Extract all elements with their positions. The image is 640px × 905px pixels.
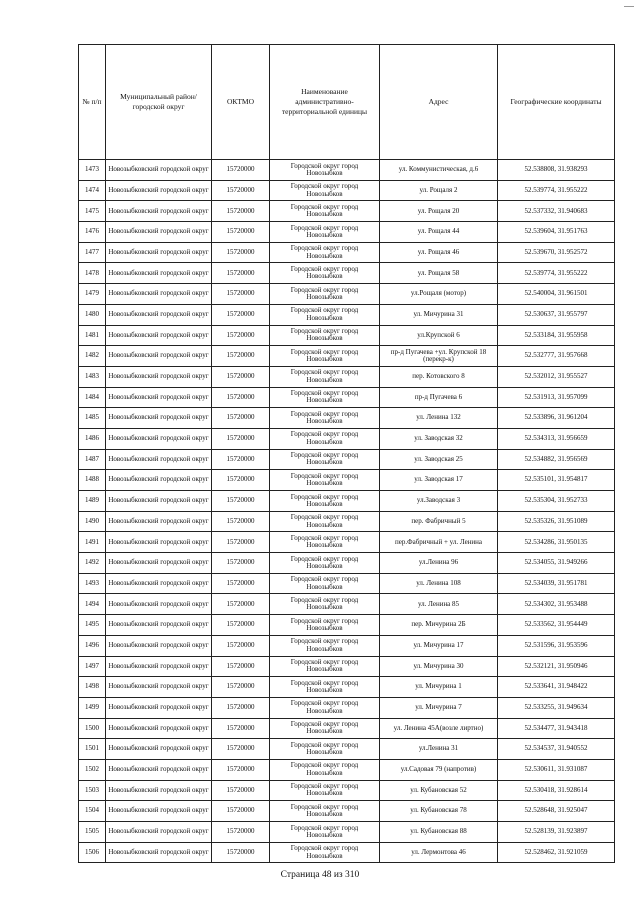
cell-municipality: Новозыбковский городской округ: [106, 428, 212, 449]
cell-admin-unit: Городской округ город Новозыбков: [270, 615, 380, 636]
cell-num: 1502: [79, 759, 106, 780]
cell-admin-unit: Городской округ город Новозыбков: [270, 697, 380, 718]
cell-municipality: Новозыбковский городской округ: [106, 594, 212, 615]
cell-num: 1506: [79, 842, 106, 863]
cell-admin-unit: Городской округ город Новозыбков: [270, 408, 380, 429]
header-admin-unit: Наименование административно-территориальной единицы: [270, 45, 380, 160]
header-num: № п/п: [79, 45, 106, 160]
cell-municipality: Новозыбковский городской округ: [106, 222, 212, 243]
cell-coords: 52.534313, 31.956659: [498, 428, 615, 449]
cell-admin-unit: Городской округ город Новозыбков: [270, 284, 380, 305]
cell-municipality: Новозыбковский городской округ: [106, 759, 212, 780]
cell-municipality: Новозыбковский городской округ: [106, 677, 212, 698]
cell-coords: 52.533896, 31.961204: [498, 408, 615, 429]
cell-municipality: Новозыбковский городской округ: [106, 532, 212, 553]
cell-oktmo: 15720000: [212, 511, 270, 532]
cell-num: 1480: [79, 304, 106, 325]
header-municipality: Муниципальный район/городской округ: [106, 45, 212, 160]
cell-num: 1501: [79, 739, 106, 760]
cell-admin-unit: Городской округ город Новозыбков: [270, 180, 380, 201]
cell-address: ул. Мичурина 7: [380, 697, 498, 718]
cell-num: 1485: [79, 408, 106, 429]
cell-municipality: Новозыбковский городской округ: [106, 697, 212, 718]
table-row: [79, 594, 615, 615]
table-row: [79, 325, 615, 346]
cell-num: 1503: [79, 780, 106, 801]
cell-municipality: Новозыбковский городской округ: [106, 366, 212, 387]
header-address: Адрес: [380, 45, 498, 160]
table-row: [79, 573, 615, 594]
cell-municipality: Новозыбковский городской округ: [106, 325, 212, 346]
cell-municipality: Новозыбковский городской округ: [106, 635, 212, 656]
cell-address: ул. Рощаля 44: [380, 222, 498, 243]
cell-coords: 52.528648, 31.925047: [498, 801, 615, 822]
cell-address: ул. Ленина 45А(возле лиртно): [380, 718, 498, 739]
cell-municipality: Новозыбковский городской округ: [106, 180, 212, 201]
cell-address: пр-д Пугачева 6: [380, 387, 498, 408]
cell-coords: 52.539670, 31.952572: [498, 242, 615, 263]
cell-num: 1482: [79, 346, 106, 367]
header-coords: Географические координаты: [498, 45, 615, 160]
table-row: [79, 408, 615, 429]
cell-municipality: Новозыбковский городской округ: [106, 160, 212, 181]
cell-oktmo: 15720000: [212, 532, 270, 553]
cell-admin-unit: Городской округ город Новозыбков: [270, 573, 380, 594]
cell-admin-unit: Городской округ город Новозыбков: [270, 325, 380, 346]
cell-oktmo: 15720000: [212, 759, 270, 780]
cell-address: ул. Коммунистическая, д.6: [380, 160, 498, 181]
cell-municipality: Новозыбковский городской округ: [106, 242, 212, 263]
cell-num: 1491: [79, 532, 106, 553]
cell-address: ул. Мичурина 31: [380, 304, 498, 325]
cell-coords: 52.532012, 31.955527: [498, 366, 615, 387]
cell-coords: 52.532777, 31.957668: [498, 346, 615, 367]
cell-oktmo: 15720000: [212, 387, 270, 408]
cell-oktmo: 15720000: [212, 842, 270, 863]
cell-coords: 52.537332, 31.940683: [498, 201, 615, 222]
cell-oktmo: 15720000: [212, 656, 270, 677]
cell-address: ул. Ленина 132: [380, 408, 498, 429]
cell-coords: 52.532121, 31.950946: [498, 656, 615, 677]
cell-address: ул.Садовая 79 (напротив): [380, 759, 498, 780]
cell-coords: 52.533562, 31.954449: [498, 615, 615, 636]
cell-oktmo: 15720000: [212, 677, 270, 698]
cell-oktmo: 15720000: [212, 222, 270, 243]
cell-num: 1476: [79, 222, 106, 243]
cell-oktmo: 15720000: [212, 739, 270, 760]
cell-admin-unit: Городской округ город Новозыбков: [270, 718, 380, 739]
cell-address: ул. Заводская 32: [380, 428, 498, 449]
cell-address: ул. Заводская 25: [380, 449, 498, 470]
cell-oktmo: 15720000: [212, 284, 270, 305]
cell-admin-unit: Городской округ город Новозыбков: [270, 242, 380, 263]
cell-oktmo: 15720000: [212, 449, 270, 470]
cell-oktmo: 15720000: [212, 553, 270, 574]
cell-municipality: Новозыбковский городской округ: [106, 573, 212, 594]
table-row: [79, 822, 615, 843]
cell-admin-unit: Городской округ город Новозыбков: [270, 449, 380, 470]
cell-address: ул.Рощаля (мотор): [380, 284, 498, 305]
cell-coords: 52.528139, 31.923897: [498, 822, 615, 843]
cell-coords: 52.534882, 31.956569: [498, 449, 615, 470]
cell-admin-unit: Городской округ город Новозыбков: [270, 511, 380, 532]
table-row: [79, 656, 615, 677]
cell-address: ул. Кубановская 88: [380, 822, 498, 843]
table-row: [79, 801, 615, 822]
cell-num: 1494: [79, 594, 106, 615]
cell-address: ул. Рощаля 2: [380, 180, 498, 201]
cell-oktmo: 15720000: [212, 697, 270, 718]
cell-admin-unit: Городской округ город Новозыбков: [270, 656, 380, 677]
table-row: [79, 284, 615, 305]
cell-oktmo: 15720000: [212, 160, 270, 181]
cell-oktmo: 15720000: [212, 780, 270, 801]
cell-coords: 52.530611, 31.931087: [498, 759, 615, 780]
cell-oktmo: 15720000: [212, 346, 270, 367]
cell-municipality: Новозыбковский городской округ: [106, 284, 212, 305]
cell-admin-unit: Городской округ город Новозыбков: [270, 470, 380, 491]
cell-admin-unit: Городской округ город Новозыбков: [270, 428, 380, 449]
cell-oktmo: 15720000: [212, 573, 270, 594]
table-row: [79, 759, 615, 780]
cell-admin-unit: Городской округ город Новозыбков: [270, 842, 380, 863]
cell-coords: 52.533255, 31.949634: [498, 697, 615, 718]
cell-coords: 52.531913, 31.957099: [498, 387, 615, 408]
cell-oktmo: 15720000: [212, 822, 270, 843]
cell-num: 1495: [79, 615, 106, 636]
cell-address: ул. Рощаля 58: [380, 263, 498, 284]
cell-oktmo: 15720000: [212, 304, 270, 325]
cell-admin-unit: Городской округ город Новозыбков: [270, 822, 380, 843]
cell-address: пер. Котовского 8: [380, 366, 498, 387]
cell-num: 1498: [79, 677, 106, 698]
table-body: [79, 160, 615, 863]
table-row: [79, 553, 615, 574]
cell-num: 1496: [79, 635, 106, 656]
cell-coords: 52.533184, 31.955958: [498, 325, 615, 346]
cell-oktmo: 15720000: [212, 491, 270, 512]
cell-coords: 52.534302, 31.953488: [498, 594, 615, 615]
cell-municipality: Новозыбковский городской округ: [106, 656, 212, 677]
cell-address: ул. Мичурина 17: [380, 635, 498, 656]
cell-address: ул.Ленина 31: [380, 739, 498, 760]
cell-num: 1483: [79, 366, 106, 387]
cell-oktmo: 15720000: [212, 201, 270, 222]
cell-admin-unit: Городской округ город Новозыбков: [270, 739, 380, 760]
table-row: [79, 718, 615, 739]
header-oktmo: ОКТМО: [212, 45, 270, 160]
cell-coords: 52.530418, 31.928614: [498, 780, 615, 801]
cell-oktmo: 15720000: [212, 366, 270, 387]
cell-coords: 52.540004, 31.961501: [498, 284, 615, 305]
table-row: [79, 739, 615, 760]
cell-admin-unit: Городской округ город Новозыбков: [270, 263, 380, 284]
cell-oktmo: 15720000: [212, 428, 270, 449]
table-row: [79, 615, 615, 636]
cell-address: ул. Рощаля 46: [380, 242, 498, 263]
cell-oktmo: 15720000: [212, 718, 270, 739]
cell-oktmo: 15720000: [212, 263, 270, 284]
table-row: [79, 263, 615, 284]
cell-num: 1499: [79, 697, 106, 718]
cell-municipality: Новозыбковский городской округ: [106, 801, 212, 822]
cell-municipality: Новозыбковский городской округ: [106, 408, 212, 429]
cell-admin-unit: Городской округ город Новозыбков: [270, 491, 380, 512]
table-row: [79, 428, 615, 449]
cell-municipality: Новозыбковский городской округ: [106, 511, 212, 532]
cell-admin-unit: Городской округ город Новозыбков: [270, 387, 380, 408]
cell-num: 1478: [79, 263, 106, 284]
cell-coords: 52.539604, 31.951763: [498, 222, 615, 243]
cell-municipality: Новозыбковский городской округ: [106, 263, 212, 284]
cell-coords: 52.534477, 31.943418: [498, 718, 615, 739]
cell-address: ул. Лермонтова 46: [380, 842, 498, 863]
cell-admin-unit: Городской округ город Новозыбков: [270, 160, 380, 181]
cell-municipality: Новозыбковский городской округ: [106, 822, 212, 843]
cell-coords: 52.535101, 31.954817: [498, 470, 615, 491]
cell-num: 1484: [79, 387, 106, 408]
table-row: [79, 780, 615, 801]
cell-municipality: Новозыбковский городской округ: [106, 718, 212, 739]
cell-municipality: Новозыбковский городской округ: [106, 387, 212, 408]
cell-municipality: Новозыбковский городской округ: [106, 304, 212, 325]
cell-num: 1489: [79, 491, 106, 512]
cell-address: ул. Мичурина 1: [380, 677, 498, 698]
cell-address: ул. Заводская 17: [380, 470, 498, 491]
cell-oktmo: 15720000: [212, 801, 270, 822]
cell-municipality: Новозыбковский городской округ: [106, 842, 212, 863]
cell-address: ул.Ленина 96: [380, 553, 498, 574]
table-row: [79, 346, 615, 367]
table-row: [79, 387, 615, 408]
cell-address: ул. Мичурина 30: [380, 656, 498, 677]
table-row: [79, 842, 615, 863]
cell-address: ул. Кубановская 52: [380, 780, 498, 801]
cell-admin-unit: Городской округ город Новозыбков: [270, 780, 380, 801]
cell-oktmo: 15720000: [212, 635, 270, 656]
table-row: [79, 222, 615, 243]
cell-admin-unit: Городской округ город Новозыбков: [270, 553, 380, 574]
cell-num: 1481: [79, 325, 106, 346]
cell-municipality: Новозыбковский городской округ: [106, 346, 212, 367]
cell-coords: 52.534039, 31.951781: [498, 573, 615, 594]
corner-scan-mark: [624, 6, 634, 7]
table-row: [79, 532, 615, 553]
cell-admin-unit: Городской округ город Новозыбков: [270, 594, 380, 615]
cell-num: 1486: [79, 428, 106, 449]
cell-municipality: Новозыбковский городской округ: [106, 553, 212, 574]
cell-num: 1479: [79, 284, 106, 305]
cell-address: пр-д Пугачева +ул. Крупской 18 (перекр-к): [380, 346, 498, 367]
cell-municipality: Новозыбковский городской округ: [106, 739, 212, 760]
cell-admin-unit: Городской округ город Новозыбков: [270, 346, 380, 367]
cell-admin-unit: Городской округ город Новозыбков: [270, 304, 380, 325]
cell-coords: 52.533641, 31.948422: [498, 677, 615, 698]
cell-coords: 52.539774, 31.955222: [498, 180, 615, 201]
cell-num: 1504: [79, 801, 106, 822]
cell-coords: 52.528462, 31.921059: [498, 842, 615, 863]
cell-admin-unit: Городской округ город Новозыбков: [270, 801, 380, 822]
table-row: [79, 180, 615, 201]
cell-num: 1497: [79, 656, 106, 677]
table-row: [79, 470, 615, 491]
cell-num: 1477: [79, 242, 106, 263]
cell-num: 1493: [79, 573, 106, 594]
cell-municipality: Новозыбковский городской округ: [106, 201, 212, 222]
cell-address: ул.Крупской 6: [380, 325, 498, 346]
cell-admin-unit: Городской округ город Новозыбков: [270, 366, 380, 387]
cell-num: 1475: [79, 201, 106, 222]
cell-admin-unit: Городской округ город Новозыбков: [270, 222, 380, 243]
cell-address: пер. Мичурина 2Б: [380, 615, 498, 636]
cell-address: ул. Кубановская 78: [380, 801, 498, 822]
page-number: Страница 48 из 310: [280, 870, 360, 880]
cell-municipality: Новозыбковский городской округ: [106, 615, 212, 636]
cell-coords: 52.531596, 31.953596: [498, 635, 615, 656]
cell-oktmo: 15720000: [212, 180, 270, 201]
registry-table: [78, 44, 615, 863]
cell-num: 1492: [79, 553, 106, 574]
table-row: [79, 449, 615, 470]
cell-coords: 52.534055, 31.949266: [498, 553, 615, 574]
table-header: [79, 45, 615, 160]
table-row: [79, 677, 615, 698]
cell-oktmo: 15720000: [212, 594, 270, 615]
table-row: [79, 511, 615, 532]
cell-coords: 52.534286, 31.950135: [498, 532, 615, 553]
cell-address: ул. Ленина 108: [380, 573, 498, 594]
cell-admin-unit: Городской округ город Новозыбков: [270, 201, 380, 222]
cell-admin-unit: Городской округ город Новозыбков: [270, 635, 380, 656]
cell-municipality: Новозыбковский городской округ: [106, 470, 212, 491]
cell-coords: 52.530637, 31.955797: [498, 304, 615, 325]
cell-admin-unit: Городской округ город Новозыбков: [270, 532, 380, 553]
cell-num: 1505: [79, 822, 106, 843]
cell-coords: 52.534537, 31.940552: [498, 739, 615, 760]
cell-oktmo: 15720000: [212, 242, 270, 263]
cell-admin-unit: Городской округ город Новозыбков: [270, 759, 380, 780]
table-row: [79, 304, 615, 325]
cell-address: пер.Фабричный + ул. Ленина: [380, 532, 498, 553]
cell-address: пер. Фабричный 5: [380, 511, 498, 532]
cell-num: 1487: [79, 449, 106, 470]
cell-oktmo: 15720000: [212, 325, 270, 346]
table-row: [79, 242, 615, 263]
header-row: [79, 45, 615, 160]
cell-coords: 52.535304, 31.952733: [498, 491, 615, 512]
table-row: [79, 160, 615, 181]
cell-num: 1490: [79, 511, 106, 532]
cell-num: 1473: [79, 160, 106, 181]
cell-admin-unit: Городской округ город Новозыбков: [270, 677, 380, 698]
cell-oktmo: 15720000: [212, 470, 270, 491]
cell-num: 1500: [79, 718, 106, 739]
cell-address: ул.Заводская 3: [380, 491, 498, 512]
cell-municipality: Новозыбковский городской округ: [106, 491, 212, 512]
table-row: [79, 201, 615, 222]
cell-oktmo: 15720000: [212, 615, 270, 636]
cell-municipality: Новозыбковский городской округ: [106, 780, 212, 801]
cell-coords: 52.539774, 31.955222: [498, 263, 615, 284]
table-row: [79, 366, 615, 387]
table-row: [79, 491, 615, 512]
table-row: [79, 635, 615, 656]
cell-coords: 52.535326, 31.951089: [498, 511, 615, 532]
cell-municipality: Новозыбковский городской округ: [106, 449, 212, 470]
cell-num: 1474: [79, 180, 106, 201]
cell-coords: 52.538808, 31.938293: [498, 160, 615, 181]
cell-address: ул. Рощаля 20: [380, 201, 498, 222]
cell-oktmo: 15720000: [212, 408, 270, 429]
cell-num: 1488: [79, 470, 106, 491]
table-row: [79, 697, 615, 718]
cell-address: ул. Ленина 85: [380, 594, 498, 615]
